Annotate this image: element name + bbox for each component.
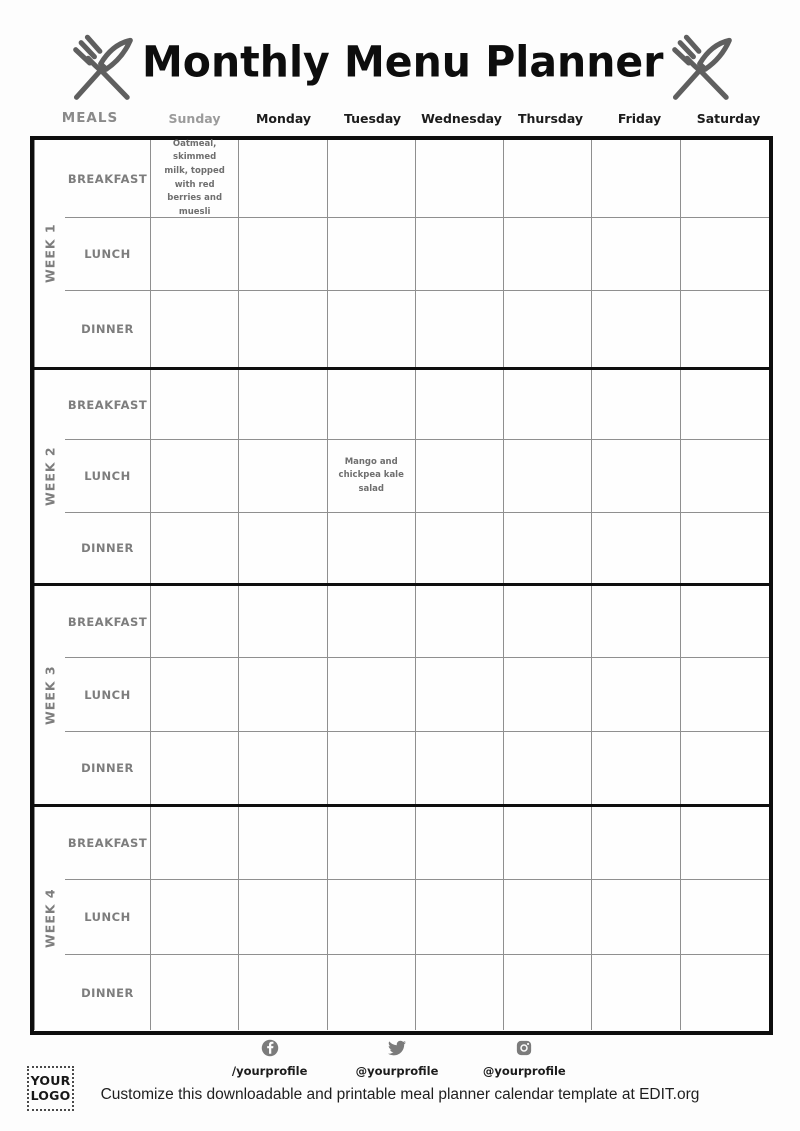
menu-cell: [681, 586, 769, 658]
menu-cell: [504, 291, 592, 367]
menu-cell: [239, 370, 327, 440]
crossed-utensils-icon: [663, 31, 741, 93]
menu-cell: [239, 513, 327, 583]
menu-cell: [239, 732, 327, 804]
meal-label-dinner: DINNER: [65, 291, 151, 367]
menu-cell: [592, 440, 680, 513]
menu-cell: [151, 732, 239, 804]
menu-cell: [681, 370, 769, 440]
menu-cell: [681, 440, 769, 513]
menu-cell: [239, 440, 327, 513]
logo-text-line2: LOGO: [30, 1087, 71, 1103]
social-row: [206, 1039, 588, 1078]
menu-cell: [504, 440, 592, 513]
menu-cell: [151, 440, 239, 513]
menu-cell: [592, 513, 680, 583]
menu-cell: [416, 291, 504, 367]
menu-cell: [592, 880, 680, 955]
menu-cell: [416, 440, 504, 513]
menu-cell: [681, 880, 769, 955]
day-header-tuesday: Tuesday: [343, 110, 402, 126]
menu-cell: [504, 732, 592, 804]
meal-label-breakfast: BREAKFAST: [65, 586, 151, 658]
menu-cell: [239, 955, 327, 1030]
menu-cell: [416, 218, 504, 291]
menu-cell: [151, 658, 239, 732]
menu-cell: [239, 658, 327, 732]
menu-cell: [592, 732, 680, 804]
menu-cell: [151, 955, 239, 1030]
meal-label-breakfast: BREAKFAST: [65, 807, 151, 880]
day-header-saturday: Saturday: [696, 110, 761, 126]
menu-cell: [416, 586, 504, 658]
masthead: [0, 28, 800, 96]
menu-cell: [239, 291, 327, 367]
menu-cell: [504, 513, 592, 583]
menu-cell: [592, 140, 680, 218]
menu-cell: [504, 370, 592, 440]
menu-cell: [151, 586, 239, 658]
meal-label-dinner: DINNER: [65, 513, 151, 583]
menu-cell: [504, 955, 592, 1030]
week-section-1: [34, 140, 769, 367]
menu-cell: [328, 513, 416, 583]
menu-cell: [151, 291, 239, 367]
meal-label-dinner: DINNER: [65, 732, 151, 804]
week-section-2: [34, 367, 769, 583]
day-header-friday: Friday: [617, 110, 662, 126]
menu-cell: [328, 140, 416, 218]
menu-cell: [592, 586, 680, 658]
week-label: WEEK 3: [34, 586, 65, 804]
menu-cell: [592, 807, 680, 880]
menu-cell: [151, 370, 239, 440]
day-header-monday: Monday: [255, 110, 312, 126]
menu-cell: [416, 732, 504, 804]
menu-cell: [416, 955, 504, 1030]
menu-cell: [328, 955, 416, 1030]
menu-cell: [416, 513, 504, 583]
menu-cell: [592, 291, 680, 367]
page-title: Monthly Menu Planner: [142, 36, 664, 88]
menu-cell: [681, 955, 769, 1030]
menu-cell: [328, 807, 416, 880]
menu-cell: [504, 218, 592, 291]
menu-cell: [328, 218, 416, 291]
menu-cell: [416, 140, 504, 218]
footer-caption: Customize this downloadable and printable meal planner calendar template at EDIT.org: [100, 1086, 700, 1103]
menu-cell: [239, 807, 327, 880]
logo-text-line1: YOUR: [30, 1073, 71, 1089]
day-header-sunday: Sunday: [168, 110, 221, 126]
instagram-icon: [515, 1039, 533, 1061]
menu-cell: [504, 586, 592, 658]
menu-cell: Oatmeal, skimmed milk, topped with red berries and muesli: [151, 140, 239, 218]
crossed-utensils-icon: [64, 31, 142, 93]
menu-cell: [681, 807, 769, 880]
day-header-row: [30, 104, 773, 132]
menu-cell: [328, 880, 416, 955]
menu-cell: [504, 880, 592, 955]
menu-cell: [328, 370, 416, 440]
meal-label-lunch: LUNCH: [65, 218, 151, 291]
week-label: WEEK 4: [34, 807, 65, 1030]
meal-label-dinner: DINNER: [65, 955, 151, 1030]
meals-column-header: MEALS: [61, 110, 119, 126]
menu-cell: [328, 658, 416, 732]
menu-cell: [239, 880, 327, 955]
menu-cell: [592, 658, 680, 732]
menu-cell: [504, 807, 592, 880]
menu-cell: [592, 370, 680, 440]
meal-label-breakfast: BREAKFAST: [65, 140, 151, 218]
menu-cell: [681, 291, 769, 367]
week-label: WEEK 1: [34, 140, 65, 367]
instagram-handle: @yourprofile: [482, 1064, 566, 1078]
menu-cell: [504, 140, 592, 218]
menu-cell: [151, 807, 239, 880]
menu-cell: [681, 658, 769, 732]
social-facebook: [206, 1039, 333, 1078]
day-header-thursday: Thursday: [517, 110, 584, 126]
menu-cell: [592, 218, 680, 291]
menu-cell: [239, 586, 327, 658]
menu-cell: [416, 370, 504, 440]
meal-label-lunch: LUNCH: [65, 440, 151, 513]
meal-label-lunch: LUNCH: [65, 880, 151, 955]
planner-table: [30, 136, 773, 1035]
menu-cell: Mango and chickpea kale salad: [328, 440, 416, 513]
twitter-icon: [388, 1039, 406, 1061]
menu-cell: [328, 732, 416, 804]
meal-label-breakfast: BREAKFAST: [65, 370, 151, 440]
menu-cell: [681, 140, 769, 218]
facebook-handle: /yourprofile: [231, 1064, 308, 1078]
menu-cell: [151, 513, 239, 583]
week-section-3: [34, 583, 769, 804]
menu-cell: [328, 291, 416, 367]
social-twitter: [333, 1039, 460, 1078]
menu-cell: [239, 140, 327, 218]
menu-cell: [681, 732, 769, 804]
meal-label-lunch: LUNCH: [65, 658, 151, 732]
week-section-4: [34, 804, 769, 1030]
week-label: WEEK 2: [34, 370, 65, 583]
social-instagram: [461, 1039, 588, 1078]
menu-cell: [416, 807, 504, 880]
day-header-wednesday: Wednesday: [421, 110, 502, 126]
menu-cell: [681, 513, 769, 583]
menu-cell: [416, 658, 504, 732]
menu-cell: [328, 586, 416, 658]
twitter-handle: @yourprofile: [355, 1064, 439, 1078]
menu-cell: [681, 218, 769, 291]
menu-cell: [151, 218, 239, 291]
menu-cell: [592, 955, 680, 1030]
facebook-icon: [261, 1039, 279, 1061]
menu-cell: [151, 880, 239, 955]
menu-cell: [504, 658, 592, 732]
menu-cell: [416, 880, 504, 955]
menu-cell: [239, 218, 327, 291]
